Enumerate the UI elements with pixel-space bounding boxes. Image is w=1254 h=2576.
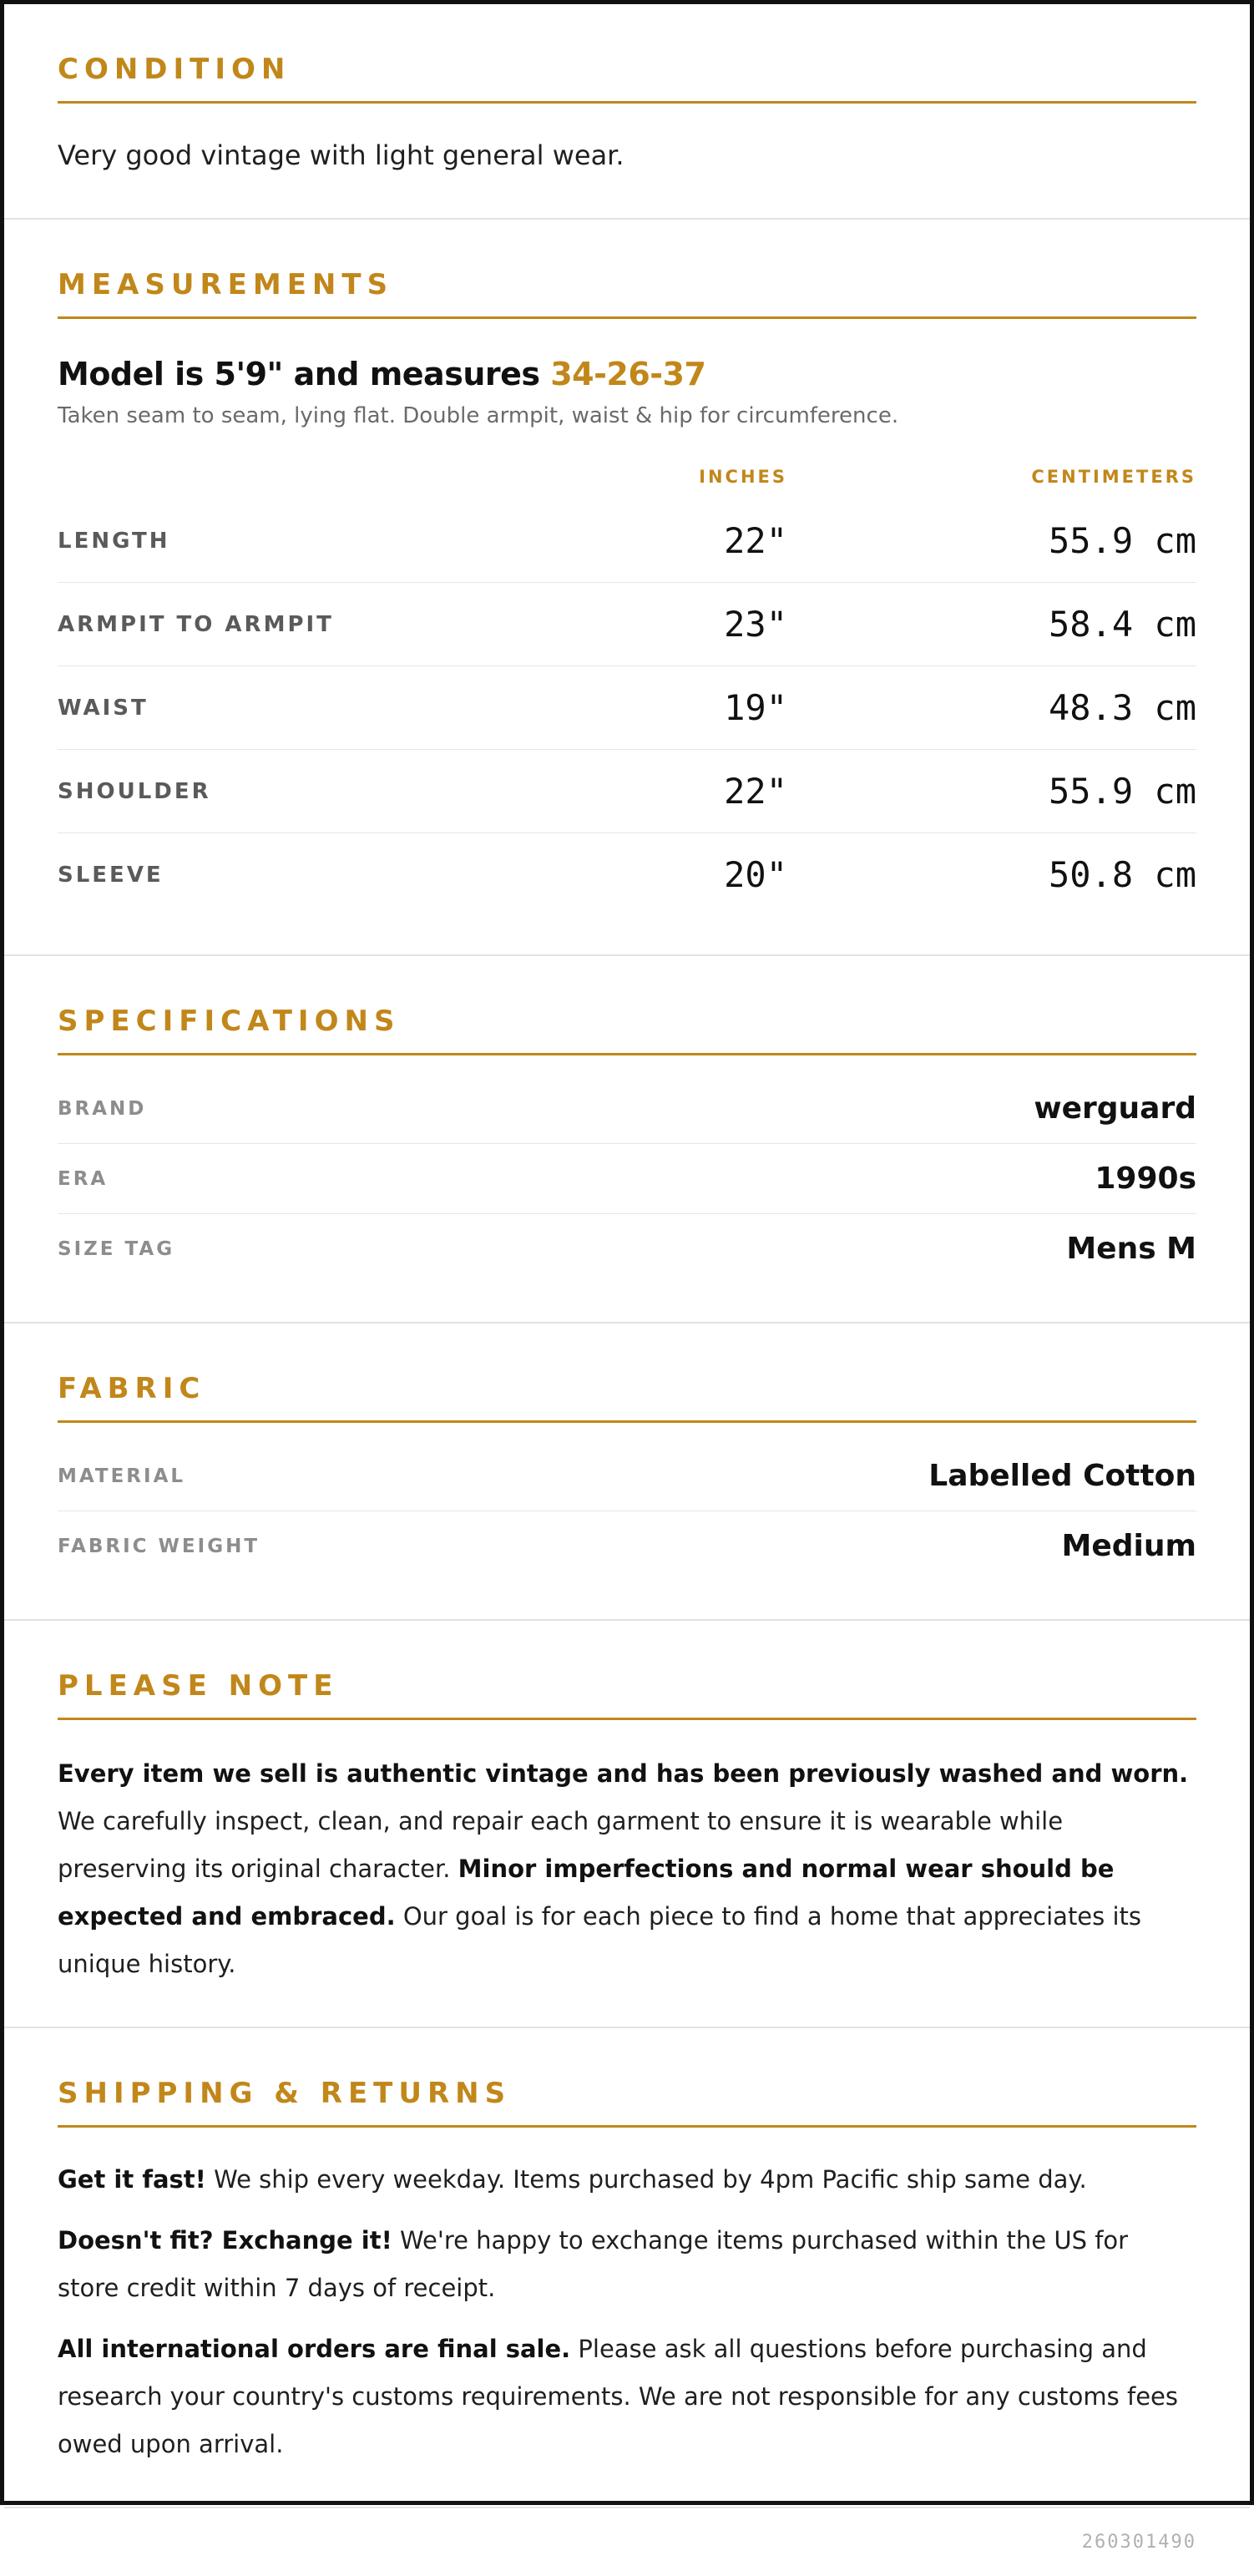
spec-row-size-tag	[58, 1214, 1196, 1283]
note-bold-1: Every item we sell is authentic vintage and has been previously washed and worn.	[58, 1759, 1189, 1788]
measurement-inches: 20"	[724, 854, 787, 895]
fabric-section	[4, 1323, 1250, 1621]
please-note-title: PLEASE NOTE	[58, 1668, 1196, 1720]
measurement-row-shoulder	[58, 750, 1196, 833]
please-note-text	[58, 1750, 1196, 1988]
model-prefix: Model is 5'9" and measures	[58, 356, 551, 392]
fabric-value: Medium	[1061, 1529, 1196, 1563]
condition-section	[4, 4, 1250, 220]
shipping-bold: All international orders are final sale.	[58, 2335, 571, 2363]
measurement-inches: 22"	[724, 771, 787, 812]
model-measures-value: 34-26-37	[550, 356, 706, 392]
shipping-bold: Doesn't fit? Exchange it!	[58, 2226, 392, 2255]
specifications-section	[4, 956, 1250, 1323]
spec-value: werguard	[1034, 1091, 1196, 1126]
measurements-header	[58, 464, 1196, 489]
specifications-list	[58, 1074, 1196, 1283]
measurement-label: SLEEVE	[58, 862, 164, 888]
spec-row-era	[58, 1144, 1196, 1214]
spec-value: 1990s	[1095, 1161, 1196, 1196]
spec-row-brand	[58, 1074, 1196, 1144]
measurements-section	[4, 220, 1250, 956]
measurement-label: LENGTH	[58, 528, 170, 554]
measurement-row-waist	[58, 666, 1196, 750]
fabric-label: MATERIAL	[58, 1465, 186, 1487]
spec-label: SIZE TAG	[58, 1237, 175, 1260]
fabric-row-material	[58, 1441, 1196, 1511]
fabric-value: Labelled Cotton	[928, 1459, 1196, 1493]
shipping-paragraph-international	[58, 2325, 1196, 2468]
fabric-list	[58, 1441, 1196, 1581]
please-note-section	[4, 1621, 1250, 2028]
measurement-label: WAIST	[58, 695, 149, 721]
measurement-inches: 22"	[724, 520, 787, 561]
condition-title: CONDITION	[58, 51, 1196, 104]
note-bold-2: Minor imperfections and normal wear should be expected and embraced.	[58, 1855, 1115, 1931]
fabric-row-weight	[58, 1511, 1196, 1581]
model-measures-line	[58, 354, 1196, 394]
spec-value: Mens M	[1066, 1232, 1196, 1266]
measurement-cm: 50.8 cm	[1048, 854, 1196, 895]
measurements-table	[58, 499, 1196, 916]
measurement-label: ARMPIT TO ARMPIT	[58, 611, 334, 637]
measurement-inches: 23"	[724, 604, 787, 645]
measurement-cm: 58.4 cm	[1048, 604, 1196, 645]
measurement-cm: 48.3 cm	[1048, 687, 1196, 728]
measurement-row-length	[58, 499, 1196, 583]
measurement-inches: 19"	[724, 687, 787, 728]
measurement-cm: 55.9 cm	[1048, 520, 1196, 561]
measurement-row-armpit-to-armpit	[58, 583, 1196, 666]
measurement-cm: 55.9 cm	[1048, 771, 1196, 812]
shipping-returns-title: SHIPPING & RETURNS	[58, 2075, 1196, 2128]
fabric-title: FABRIC	[58, 1370, 1196, 1423]
column-header-inches: INCHES	[699, 467, 787, 487]
measurements-subtext: Taken seam to seam, lying flat. Double armpit, waist & hip for circumference.	[58, 403, 899, 428]
measurements-title: MEASUREMENTS	[58, 266, 1196, 319]
shipping-paragraph-fast	[58, 2156, 1196, 2204]
specifications-title: SPECIFICATIONS	[58, 1003, 1196, 1055]
spec-label: BRAND	[58, 1097, 147, 1120]
measurement-label: SHOULDER	[58, 778, 211, 804]
measurement-row-sleeve	[58, 833, 1196, 916]
spec-label: ERA	[58, 1167, 109, 1190]
shipping-text: We ship every weekday. Items purchased by 4pm Pacific ship same day.	[205, 2165, 1087, 2194]
product-code: 260301490	[1081, 2532, 1196, 2553]
note-text-1: We carefully inspect, clean, and repair each garment to ensure it is wearable while preserving its original character.	[58, 1807, 1064, 1883]
shipping-paragraph-exchange	[58, 2217, 1196, 2312]
column-header-centimeters: CENTIMETERS	[1031, 467, 1196, 487]
shipping-returns-section	[4, 2028, 1250, 2508]
note-text-2: Our goal is for each piece to find a home that appreciates its unique history.	[58, 1902, 1142, 1978]
shipping-bold: Get it fast!	[58, 2165, 206, 2194]
shipping-text: We're happy to exchange items purchased within the US for store credit within 7 days of receipt.	[58, 2226, 1129, 2302]
shipping-text: Please ask all questions before purchasing and research your country's customs requirements. We are not responsible for any customs fees owed upon arrival.	[58, 2335, 1178, 2458]
fabric-label: FABRIC WEIGHT	[58, 1535, 260, 1557]
condition-text: Very good vintage with light general wear.	[58, 139, 624, 171]
